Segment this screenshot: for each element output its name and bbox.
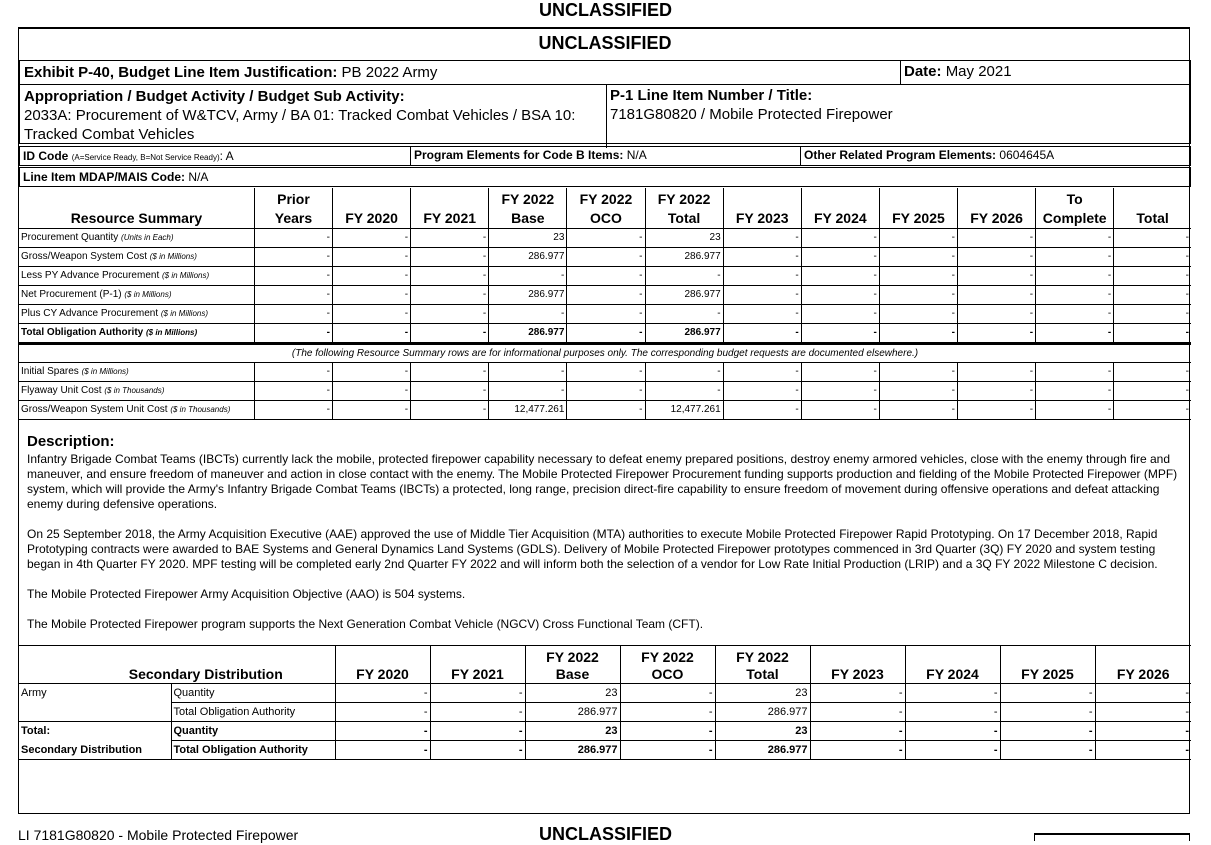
rs-cell: - [254, 228, 332, 247]
rs-cell: - [645, 266, 723, 285]
rs-cell: - [801, 266, 879, 285]
rs-cell: - [411, 323, 489, 343]
sd-cell: - [430, 722, 525, 741]
sd-cell: - [430, 684, 525, 703]
sd-row-label: Total Obligation Authority [171, 741, 335, 760]
rs-cell: - [489, 266, 567, 285]
rs-cell: - [411, 304, 489, 323]
rs-cell: - [333, 247, 411, 266]
sd-cell: - [620, 703, 715, 722]
sd-row-group [19, 703, 171, 722]
sd-row-label: Quantity [171, 722, 335, 741]
rs-cell: - [411, 266, 489, 285]
rs-cell: - [567, 247, 645, 266]
sd-header-cell: FY 2025 [1000, 646, 1095, 684]
sd-cell: - [335, 741, 430, 760]
appropriation-row [19, 84, 1191, 144]
rs-cell: - [801, 304, 879, 323]
sd-row [19, 703, 1191, 722]
rs-header-cell: To Complete [1036, 188, 1114, 228]
rs-cell: - [723, 323, 801, 343]
rs-cell: 286.977 [645, 247, 723, 266]
description [27, 432, 1185, 647]
rs-cell: - [1036, 247, 1114, 266]
rs-cell: - [254, 304, 332, 323]
rs-info-note-row [19, 343, 1191, 362]
rs-cell: - [567, 266, 645, 285]
sd-header-cell: FY 2021 [430, 646, 525, 684]
sd-cell: - [1095, 703, 1191, 722]
rs-cell: - [801, 247, 879, 266]
rs-cell: - [411, 400, 489, 419]
rs-cell: - [723, 228, 801, 247]
id-code: ID Code (A=Service Ready, B=Not Service Ready): A [23, 149, 234, 163]
exhibit-page [18, 27, 1190, 814]
rs-row-label: Total Obligation Authority ($ in Millions) [19, 323, 254, 343]
sd-cell: - [1095, 722, 1191, 741]
rs-cell: - [879, 228, 957, 247]
rs-cell: - [801, 228, 879, 247]
rs-header-cell: FY 2022 Base [489, 188, 567, 228]
rs-cell: 286.977 [645, 323, 723, 343]
rs-cell: - [1114, 247, 1191, 266]
exhibit-title: Exhibit P-40, Budget Line Item Justification: PB 2022 Army [24, 64, 438, 81]
rs-cell: - [958, 381, 1036, 400]
rs-cell: - [567, 362, 645, 381]
sd-header-cell: FY 2022 Base [525, 646, 620, 684]
rs-cell: - [879, 381, 957, 400]
rs-cell: - [254, 247, 332, 266]
sd-cell: 23 [715, 684, 810, 703]
sd-cell: - [905, 741, 1000, 760]
footer-line-item: LI 7181G80820 - Mobile Protected Firepower [18, 827, 299, 843]
rs-header-cell: FY 2022 OCO [567, 188, 645, 228]
rs-cell: - [1114, 304, 1191, 323]
sd-row-group: Secondary Distribution [21, 743, 143, 756]
rs-cell: - [958, 323, 1036, 343]
sd-row-group: Army [19, 684, 171, 703]
description-paragraph: On 25 September 2018, the Army Acquisition Executive (AAE) approved the use of Middle Tier Acquisition (MTA) authorities to execute Mobile Protected Firepower Rapid Prototyping. On 17 December 2018, Rapid Prototyping contracts were awarded to BAE Systems and General Dynamics Land Systems (GDLS). Delivery of Mobile Protected Firepower prototypes commenced in 3rd Quarter (3Q) FY 2020 and system testing began in 4th Quarter FY 2020. MPF testing will be completed early 2nd Quarter FY 2022 and will inform both the selection of a vendor for Low Rate Initial Production (LRIP) and a 3Q FY 2022 Milestone C decision. [27, 527, 1158, 571]
rs-header-cell: Prior Years [254, 188, 332, 228]
mdap-row: Line Item MDAP/MAIS Code: N/A [19, 167, 1191, 187]
sd-cell: 286.977 [525, 703, 620, 722]
rs-row-label: Net Procurement (P-1) ($ in Millions) [19, 285, 254, 304]
sd-cell: 286.977 [715, 741, 810, 760]
rs-cell: - [723, 362, 801, 381]
sd-cell: - [1000, 741, 1095, 760]
sd-header-cell: FY 2023 [810, 646, 905, 684]
date: Date: May 2021 [900, 60, 1012, 85]
sd-cell: - [1000, 703, 1095, 722]
exhibit-row [19, 60, 1191, 85]
rs-cell: - [801, 381, 879, 400]
rs-cell: - [879, 304, 957, 323]
rs-cell: - [1036, 228, 1114, 247]
rs-row [19, 228, 1191, 247]
rs-row [19, 381, 1191, 400]
rs-header-label: Resource Summary [70, 209, 203, 226]
sd-header-cell: FY 2022 Total [715, 646, 810, 684]
rs-cell: - [567, 228, 645, 247]
rs-cell: 12,477.261 [489, 400, 567, 419]
rs-row [19, 304, 1191, 323]
sd-title: Secondary Distribution [128, 666, 283, 682]
rs-cell: - [1114, 362, 1191, 381]
rs-cell: - [645, 362, 723, 381]
rs-cell: - [254, 400, 332, 419]
rs-cell: 286.977 [489, 247, 567, 266]
rs-header-cell: FY 2020 [333, 188, 411, 228]
sd-cell: - [430, 741, 525, 760]
sd-cell: - [905, 684, 1000, 703]
sd-header-cell: FY 2020 [335, 646, 430, 684]
rs-cell: - [411, 362, 489, 381]
rs-cell: - [333, 381, 411, 400]
sd-cell: - [810, 741, 905, 760]
sd-cell: 23 [715, 722, 810, 741]
description-title: Description: [27, 433, 115, 450]
rs-cell: - [879, 400, 957, 419]
rs-row [19, 247, 1191, 266]
sd-cell: - [620, 684, 715, 703]
rs-row-label: Less PY Advance Procurement ($ in Millions) [19, 266, 254, 285]
rs-cell: - [333, 304, 411, 323]
classification-bottom: UNCLASSIFIED [538, 824, 672, 844]
rs-cell: - [333, 400, 411, 419]
rs-cell: - [879, 362, 957, 381]
rs-cell: - [567, 400, 645, 419]
rs-cell: - [879, 266, 957, 285]
rs-cell: - [333, 362, 411, 381]
rs-cell: - [411, 247, 489, 266]
rs-cell: - [801, 400, 879, 419]
secondary-distribution-table [19, 645, 1191, 760]
rs-cell: - [723, 381, 801, 400]
rs-cell: 12,477.261 [645, 400, 723, 419]
rs-row [19, 285, 1191, 304]
rs-cell: - [723, 247, 801, 266]
rs-cell: - [958, 362, 1036, 381]
classification-header: UNCLASSIFIED [538, 33, 672, 53]
sd-row [19, 684, 1191, 703]
sd-cell: - [430, 703, 525, 722]
sd-cell: - [810, 703, 905, 722]
sd-cell: - [905, 722, 1000, 741]
rs-cell: - [333, 323, 411, 343]
sd-cell: - [335, 684, 430, 703]
sd-cell: 286.977 [715, 703, 810, 722]
rs-cell: - [1036, 381, 1114, 400]
sd-cell: - [335, 722, 430, 741]
sd-cell: - [905, 703, 1000, 722]
rs-row [19, 362, 1191, 381]
rs-row [19, 266, 1191, 285]
rs-cell: - [411, 228, 489, 247]
rs-cell: - [801, 285, 879, 304]
rs-cell: - [1114, 323, 1191, 343]
sd-cell: - [810, 722, 905, 741]
rs-cell: - [1114, 381, 1191, 400]
sd-cell: - [335, 703, 430, 722]
rs-cell: - [958, 228, 1036, 247]
rs-cell: - [1036, 304, 1114, 323]
rs-cell: 286.977 [645, 285, 723, 304]
rs-cell: - [254, 381, 332, 400]
rs-cell: - [723, 285, 801, 304]
rs-row-label: Plus CY Advance Procurement ($ in Millions) [19, 304, 254, 323]
rs-cell: - [254, 323, 332, 343]
rs-header-cell: FY 2022 Total [645, 188, 723, 228]
rs-cell: - [254, 266, 332, 285]
resource-summary-table [19, 188, 1191, 420]
rs-cell: - [958, 266, 1036, 285]
rs-header-cell: FY 2021 [411, 188, 489, 228]
rs-cell: - [1036, 323, 1114, 343]
rs-info-note: (The following Resource Summary rows are for informational purposes only. The corresponding budget requests are documented elsewhere.) [19, 343, 1191, 362]
id-code-row [19, 146, 1191, 166]
rs-cell: - [801, 362, 879, 381]
sd-row [19, 722, 1191, 741]
program-elements: Program Elements for Code B Items: N/A [410, 146, 647, 166]
sd-cell: 23 [525, 684, 620, 703]
rs-cell: - [411, 381, 489, 400]
rs-cell: 23 [645, 228, 723, 247]
rs-row-label: Procurement Quantity (Units in Each) [19, 228, 254, 247]
rs-row-label: Initial Spares ($ in Millions) [19, 362, 254, 381]
rs-cell: - [958, 285, 1036, 304]
rs-cell: - [1036, 362, 1114, 381]
sd-header-cell: FY 2022 OCO [620, 646, 715, 684]
rs-cell: - [1114, 400, 1191, 419]
sd-row-label: Total Obligation Authority [171, 703, 335, 722]
rs-cell: - [567, 381, 645, 400]
rs-cell: 23 [489, 228, 567, 247]
sd-header-cell: FY 2026 [1095, 646, 1191, 684]
rs-cell: - [879, 323, 957, 343]
p1-line-item: P-1 Line Item Number / Title: 7181G80820 / Mobile Protected Firepower [606, 84, 896, 148]
rs-cell: - [333, 285, 411, 304]
rs-cell: - [254, 285, 332, 304]
rs-cell: - [645, 304, 723, 323]
sd-row [19, 741, 1191, 760]
rs-header-cell: FY 2025 [879, 188, 957, 228]
description-paragraph: Infantry Brigade Combat Teams (IBCTs) currently lack the mobile, protected firepower capability necessary to defeat enemy prepared positions, destroy enemy armored vehicles, close with the enemy through fire and maneuver, and ensure freedom of maneuver and action in close contact with the enemy. The Mobile Protected Firepower Procurement funding supports production and fielding of the Mobile Protected Firepower (MPF) system, which will provide the Army's Infantry Brigade Combat Teams (IBCTs) a protected, long range, precision direct-fire capability to ensure freedom of movement during offensive operations and defeat attacking enemy during defensive operations. [27, 452, 1178, 511]
rs-row [19, 323, 1191, 343]
rs-cell: - [645, 381, 723, 400]
rs-cell: - [1036, 266, 1114, 285]
sd-cell: - [1095, 684, 1191, 703]
sd-row-group: Total: [19, 722, 171, 741]
sd-cell: - [810, 684, 905, 703]
appropriation: Appropriation / Budget Activity / Budget Sub Activity: 2033A: Procurement of W&TCV, Army / BA 01: Tracked Combat Vehicles / BSA 10: Tracked Combat Vehicles [24, 88, 576, 143]
sd-cell: - [620, 741, 715, 760]
rs-cell: - [1114, 285, 1191, 304]
other-program-elements: Other Related Program Elements: 0604645A [800, 146, 1054, 166]
sd-cell: - [1000, 684, 1095, 703]
sd-row-label: Quantity [171, 684, 335, 703]
rs-cell: - [1114, 266, 1191, 285]
rs-cell: - [1036, 285, 1114, 304]
description-paragraph: The Mobile Protected Firepower Army Acquisition Objective (AAO) is 504 systems. [27, 587, 466, 601]
rs-row-label: Flyaway Unit Cost ($ in Thousands) [19, 381, 254, 400]
rs-row-label: Gross/Weapon System Unit Cost ($ in Thousands) [19, 400, 254, 419]
description-paragraph: The Mobile Protected Firepower program supports the Next Generation Combat Vehicle (NGCV) Cross Functional Team (CFT). [27, 617, 704, 631]
rs-cell: - [958, 247, 1036, 266]
rs-cell: - [958, 400, 1036, 419]
rs-cell: - [801, 323, 879, 343]
rs-cell: - [489, 304, 567, 323]
sd-cell: - [620, 722, 715, 741]
rs-row-label: Gross/Weapon System Cost ($ in Millions) [19, 247, 254, 266]
rs-cell: - [333, 228, 411, 247]
rs-cell: - [723, 304, 801, 323]
rs-cell: - [489, 381, 567, 400]
rs-row [19, 400, 1191, 419]
footer-box [1034, 833, 1190, 841]
rs-cell: - [411, 285, 489, 304]
rs-cell: 286.977 [489, 323, 567, 343]
rs-cell: - [333, 266, 411, 285]
rs-header-cell: FY 2023 [723, 188, 801, 228]
rs-cell: 286.977 [489, 285, 567, 304]
rs-cell: - [489, 362, 567, 381]
rs-cell: - [1114, 228, 1191, 247]
sd-cell: - [1000, 722, 1095, 741]
rs-cell: - [567, 285, 645, 304]
classification-top: UNCLASSIFIED [538, 0, 672, 20]
sd-cell: 286.977 [525, 741, 620, 760]
rs-cell: - [1036, 400, 1114, 419]
sd-header-cell: FY 2024 [905, 646, 1000, 684]
rs-header-cell: FY 2024 [801, 188, 879, 228]
rs-cell: - [879, 285, 957, 304]
rs-cell: - [254, 362, 332, 381]
sd-cell: 23 [525, 722, 620, 741]
rs-cell: - [723, 266, 801, 285]
rs-header-cell: FY 2026 [958, 188, 1036, 228]
rs-cell: - [567, 323, 645, 343]
rs-cell: - [958, 304, 1036, 323]
sd-cell: - [1095, 741, 1191, 760]
rs-cell: - [567, 304, 645, 323]
rs-header-cell: Total [1114, 188, 1191, 228]
rs-cell: - [879, 247, 957, 266]
rs-cell: - [723, 400, 801, 419]
